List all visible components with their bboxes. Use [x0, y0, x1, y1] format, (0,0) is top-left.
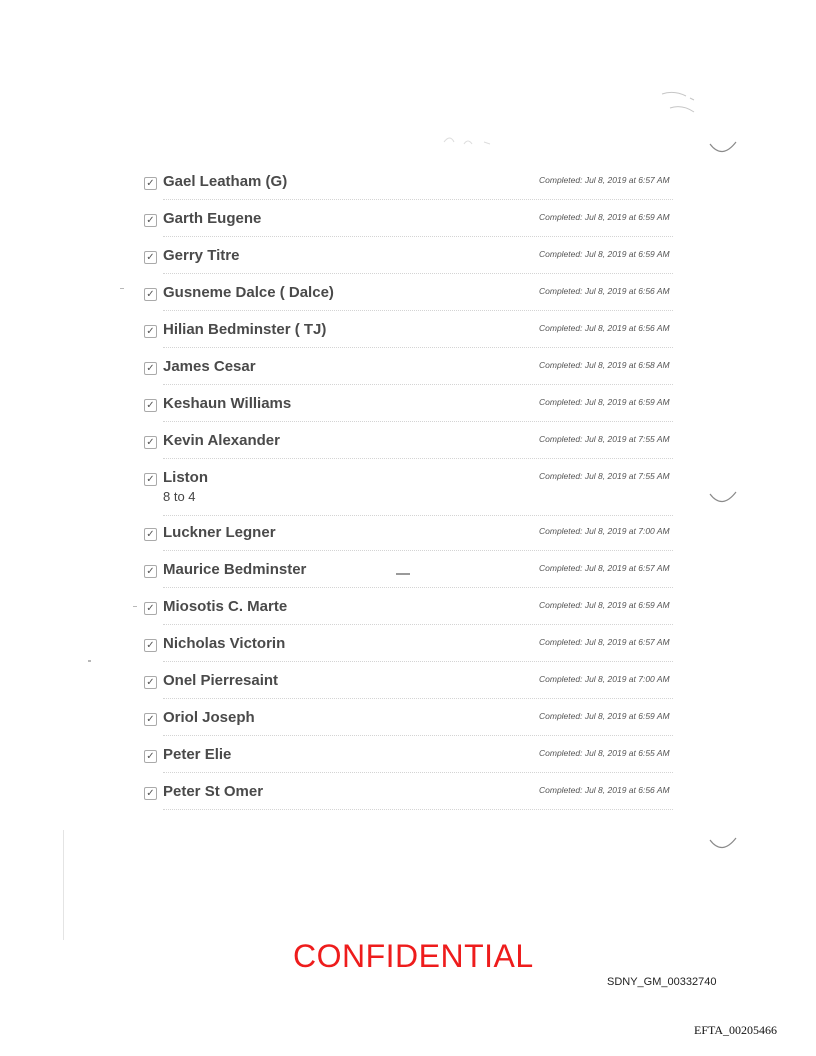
checkbox-checked-icon: ✓	[144, 565, 157, 578]
row-divider	[163, 236, 673, 237]
row-divider	[163, 624, 673, 625]
checkbox-checked-icon: ✓	[144, 251, 157, 264]
checkbox-checked-icon: ✓	[144, 362, 157, 375]
checkbox-checked-icon: ✓	[144, 713, 157, 726]
scan-edge-line	[63, 830, 64, 940]
checkbox-checked-icon: ✓	[144, 750, 157, 763]
row-divider	[163, 310, 673, 311]
employee-name: Hilian Bedminster ( TJ)	[163, 321, 327, 338]
completed-timestamp: Completed: Jul 8, 2019 at 6:57 AM	[539, 637, 670, 647]
row-divider	[163, 199, 673, 200]
scan-speck	[133, 606, 137, 607]
list-item	[0, 284, 816, 318]
list-item	[0, 173, 816, 207]
employee-name: Oriol Joseph	[163, 709, 255, 726]
binder-hole-curl-icon	[708, 836, 738, 856]
checkbox-checked-icon: ✓	[144, 177, 157, 190]
completed-timestamp: Completed: Jul 8, 2019 at 6:59 AM	[539, 397, 670, 407]
employee-name: Gusneme Dalce ( Dalce)	[163, 284, 334, 301]
row-divider	[163, 809, 673, 810]
row-divider	[163, 698, 673, 699]
list-item	[0, 358, 816, 392]
checkbox-checked-icon: ✓	[144, 639, 157, 652]
list-item	[0, 247, 816, 281]
row-divider	[163, 515, 673, 516]
list-item	[0, 672, 816, 706]
employee-name: Gerry Titre	[163, 247, 240, 264]
completed-timestamp: Completed: Jul 8, 2019 at 6:59 AM	[539, 711, 670, 721]
employee-name: Gael Leatham (G)	[163, 173, 288, 190]
employee-name: Maurice Bedminster	[163, 561, 307, 578]
completed-timestamp: Completed: Jul 8, 2019 at 6:57 AM	[539, 175, 670, 185]
employee-name: Nicholas Victorin	[163, 635, 286, 652]
scan-smudge-icon	[660, 88, 710, 128]
completed-timestamp: Completed: Jul 8, 2019 at 7:55 AM	[539, 434, 670, 444]
completed-timestamp: Completed: Jul 8, 2019 at 7:55 AM	[539, 471, 670, 481]
checkbox-checked-icon: ✓	[144, 473, 157, 486]
completed-timestamp: Completed: Jul 8, 2019 at 7:00 AM	[539, 674, 670, 684]
completed-timestamp: Completed: Jul 8, 2019 at 6:59 AM	[539, 212, 670, 222]
list-item	[0, 395, 816, 429]
checkbox-checked-icon: ✓	[144, 288, 157, 301]
list-item	[0, 524, 816, 558]
completed-timestamp: Completed: Jul 8, 2019 at 6:59 AM	[539, 600, 670, 610]
checkbox-checked-icon: ✓	[144, 787, 157, 800]
list-item	[0, 746, 816, 780]
employee-name: Miosotis C. Marte	[163, 598, 288, 615]
employee-name: Keshaun Williams	[163, 395, 292, 412]
row-divider	[163, 661, 673, 662]
completed-timestamp: Completed: Jul 8, 2019 at 6:56 AM	[539, 785, 670, 795]
row-divider	[163, 384, 673, 385]
row-divider	[163, 735, 673, 736]
list-item	[0, 561, 816, 595]
list-item	[0, 783, 816, 817]
efta-number: EFTA_00205466	[694, 1023, 778, 1037]
scan-speck	[396, 573, 410, 575]
list-item	[0, 432, 816, 466]
row-divider	[163, 273, 673, 274]
checkbox-checked-icon: ✓	[144, 436, 157, 449]
row-divider	[163, 347, 673, 348]
scan-speck	[120, 288, 124, 289]
completed-timestamp: Completed: Jul 8, 2019 at 6:56 AM	[539, 286, 670, 296]
checkbox-checked-icon: ✓	[144, 528, 157, 541]
row-divider	[163, 458, 673, 459]
scan-speck	[88, 660, 91, 662]
employee-name: Luckner Legner	[163, 524, 276, 541]
scan-smudge-icon	[440, 130, 500, 154]
checkbox-checked-icon: ✓	[144, 602, 157, 615]
completed-timestamp: Completed: Jul 8, 2019 at 6:58 AM	[539, 360, 670, 370]
row-divider	[163, 550, 673, 551]
completed-timestamp: Completed: Jul 8, 2019 at 6:57 AM	[539, 563, 670, 573]
employee-name: Peter St Omer	[163, 783, 264, 800]
employee-name: Liston	[163, 469, 208, 486]
checkbox-checked-icon: ✓	[144, 399, 157, 412]
completed-timestamp: Completed: Jul 8, 2019 at 6:56 AM	[539, 323, 670, 333]
list-item	[0, 210, 816, 244]
list-item	[0, 709, 816, 743]
binder-hole-curl-icon	[708, 490, 738, 510]
shift-note: 8 to 4	[163, 489, 196, 504]
list-item	[0, 635, 816, 669]
employee-name: Onel Pierresaint	[163, 672, 279, 689]
employee-name: James Cesar	[163, 358, 256, 375]
row-divider	[163, 587, 673, 588]
employee-name: Garth Eugene	[163, 210, 262, 227]
confidential-stamp: CONFIDENTIAL	[293, 938, 534, 974]
employee-name: Kevin Alexander	[163, 432, 280, 449]
row-divider	[163, 772, 673, 773]
completed-timestamp: Completed: Jul 8, 2019 at 7:00 AM	[539, 526, 670, 536]
list-item	[0, 469, 816, 504]
checkbox-checked-icon: ✓	[144, 325, 157, 338]
row-divider	[163, 421, 673, 422]
binder-hole-curl-icon	[708, 140, 738, 160]
list-item	[0, 321, 816, 355]
completed-timestamp: Completed: Jul 8, 2019 at 6:59 AM	[539, 249, 670, 259]
list-item	[0, 598, 816, 632]
checkbox-checked-icon: ✓	[144, 676, 157, 689]
bates-number: SDNY_GM_00332740	[607, 976, 717, 988]
completed-timestamp: Completed: Jul 8, 2019 at 6:55 AM	[539, 748, 670, 758]
employee-name: Peter Elie	[163, 746, 232, 763]
checkbox-checked-icon: ✓	[144, 214, 157, 227]
